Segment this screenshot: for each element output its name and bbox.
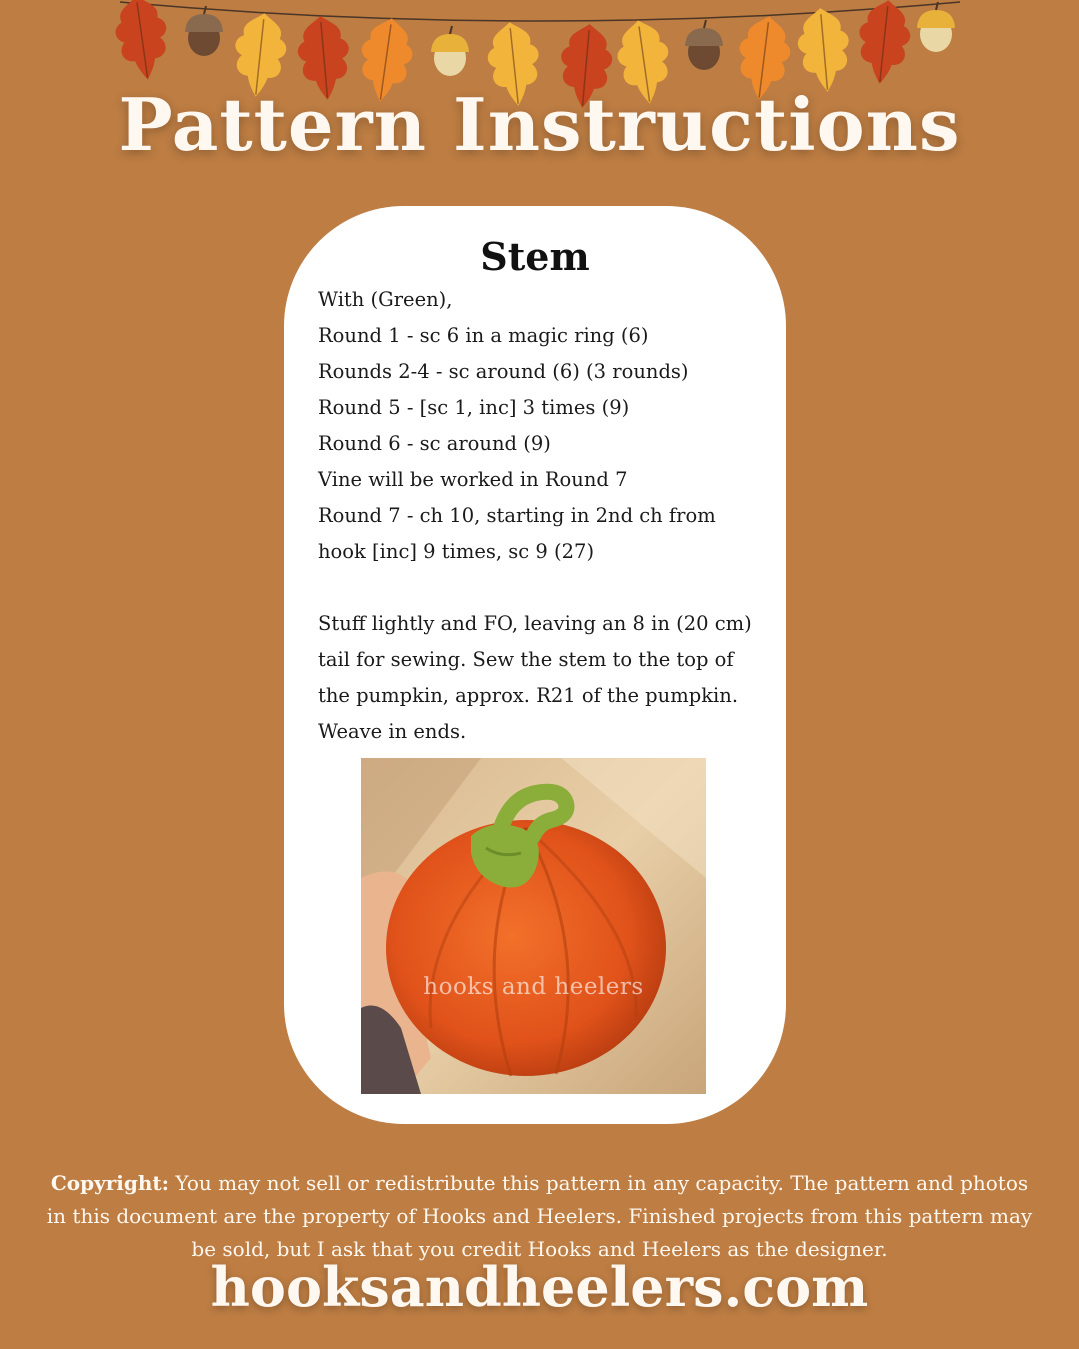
pumpkin-photo: [361, 758, 706, 1094]
copyright-label: Copyright:: [50, 1171, 169, 1195]
instruction-card: [284, 206, 786, 1124]
finishing-instructions: Stuff lightly and FO, leaving an 8 in (20 cm) tail for sewing. Sew the stem to the top of the pumpkin, approx. R21 of the pumpkin. Weave in ends.: [318, 612, 752, 743]
instruction-line: Vine will be worked in Round 7: [318, 468, 628, 491]
page-title: Pattern Instructions: [118, 82, 961, 167]
instruction-line: Round 1 - sc 6 in a magic ring (6): [318, 324, 649, 347]
instruction-line: Round 5 - [sc 1, inc] 3 times (9): [318, 396, 630, 419]
photo-watermark: hooks and heelers: [423, 974, 644, 1000]
instruction-list: [318, 282, 768, 750]
card-title: Stem: [480, 234, 590, 279]
copyright-notice: [40, 1167, 1039, 1266]
copyright-text: You may not sell or redistribute this pattern in any capacity. The pattern and photos in this document are the property of Hooks and Heelers. Finished projects from this pattern may be sold, but I ask that you credit Hooks and Heelers as the designer.: [46, 1171, 1033, 1261]
instruction-line: Rounds 2-4 - sc around (6) (3 rounds): [318, 360, 689, 383]
instruction-line: Round 7 - ch 10, starting in 2nd ch from: [318, 504, 716, 527]
website-link[interactable]: hooksandheelers.com: [210, 1255, 869, 1319]
pumpkin-illustration: [361, 758, 706, 1094]
instruction-line: With (Green),: [318, 288, 453, 311]
instruction-line: hook [inc] 9 times, sc 9 (27): [318, 540, 595, 563]
instruction-line: Round 6 - sc around (9): [318, 432, 551, 455]
